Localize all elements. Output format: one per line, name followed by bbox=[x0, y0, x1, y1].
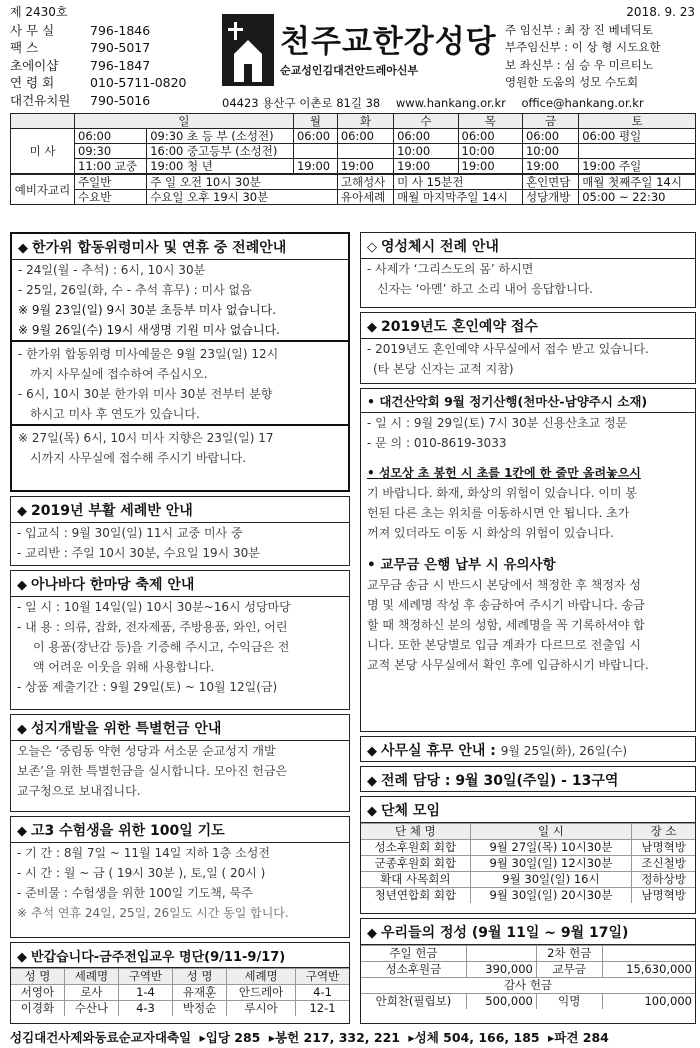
contact-row: 연 령 회 010-5711-0820 bbox=[10, 75, 187, 90]
feast-name: 성김대건사제와동료순교자대축일 bbox=[10, 1030, 192, 1045]
hymn-communion: ▸성체 504, 166, 185 bbox=[408, 1030, 540, 1045]
hymn-recessional: ▸파견 284 bbox=[547, 1030, 609, 1045]
diamond-icon: ◆ bbox=[367, 744, 377, 759]
day-sunday: 일 bbox=[75, 114, 294, 129]
brand bbox=[222, 14, 497, 92]
notice-communion: ◇ 영성체시 전례 안내 - 사제가 ‘그리스도의 몸’ 하시면 신자는 ‘아멘’ 하고 소리 내어 응답합니다. bbox=[360, 232, 696, 308]
day-saturday: 토 bbox=[579, 114, 696, 129]
diamond-icon: ◆ bbox=[18, 241, 28, 256]
diamond-icon: ◆ bbox=[17, 824, 27, 839]
notice-liturgy: ◆ 전례 담당 : 9월 30일(주일) - 13구역 bbox=[360, 766, 696, 792]
mass-schedule-table bbox=[10, 113, 696, 205]
day-tuesday: 화 bbox=[337, 114, 393, 129]
bullet-icon: • bbox=[367, 394, 380, 409]
church-name: 천주교한강성당 bbox=[280, 24, 497, 60]
diamond-icon: ◆ bbox=[17, 578, 27, 593]
notice-exam-prayer: ◆ 고3 수험생을 위한 100일 기도 - 기 간 : 8월 7일 ~ 11월 14일 지하 1층 소성전 - 시 간 : 월 ~ 금 ( 19시 30분 ), 토,일 ( 20시 ) - 준비물 : 수험생을 위한 100일 기도책, 묵주 ※ 추석 연휴 24일, 25일, 26일도 시간 동일 합니다. bbox=[10, 816, 350, 938]
notice-welcome: ◆ 반갑습니다-금주전입교우 명단(9/11-9/17) 성 명 세례명 구역반 성 명 세례명 구역반 서영아 로사 1-4 유재훈 안드레아 4-1 이경화 수산나 4-3 박정순 루시아 12-1 bbox=[10, 942, 350, 1024]
table-row: 안희찬(필립보) 500,000 익명 100,000 bbox=[361, 994, 695, 1010]
staff-row: 영원한 도움의 성모 수도회 bbox=[505, 75, 639, 89]
table-row: 수요반 수요일 오후 19시 30분 유아세례 매월 마지막주일 14시 성당개방 05:00 ~ 22:30 bbox=[11, 190, 696, 205]
hymn-offertory: ▸봉헌 217, 332, 221 bbox=[268, 1030, 400, 1045]
notice-baptism: ◆ 2019년 부활 세례반 안내 - 입교식 : 9월 30일(일) 11시 교중 미사 중 - 교리반 : 주일 10시 30분, 수요일 19시 30분 bbox=[10, 496, 350, 566]
diamond-icon: ◆ bbox=[367, 926, 377, 941]
contact-row: 팩 스 790-5017 bbox=[10, 40, 151, 55]
church-patron: 순교성인김대건안드레아신부 bbox=[280, 64, 419, 77]
table-row: 청년연합회 회합 9월 30일(일) 20시30분 남명혁방 bbox=[361, 888, 695, 904]
table-header-row: 성 명 세례명 구역반 성 명 세례명 구역반 bbox=[11, 969, 349, 985]
table-row: 성소후원금 390,000 교무금 15,630,000 bbox=[361, 962, 695, 978]
offering-table bbox=[361, 945, 695, 1009]
header-staff bbox=[505, 4, 695, 92]
table-row: 군종후원회 회합 9월 30일(일) 12시30분 조신철방 bbox=[361, 856, 695, 872]
diamond-icon: ◆ bbox=[17, 722, 27, 737]
diamond-icon: ◆ bbox=[17, 504, 27, 519]
groups-table bbox=[361, 823, 695, 903]
day-monday: 월 bbox=[293, 114, 337, 129]
table-row: 미 사 06:00 09:30 초 등 부 (소성전) 06:00 06:00 06:00 06:00 06:00 06:00 평일 bbox=[11, 129, 696, 144]
table-row: 11:00 교중 19:00 청 년 19:00 19:00 19:00 19:00 19:00 19:00 주일 bbox=[11, 159, 696, 175]
address: 04423 용산구 이촌로 81길 38 bbox=[222, 96, 381, 110]
mass-label: 미 사 bbox=[11, 129, 75, 175]
website-link[interactable]: www.hankang.or.kr bbox=[395, 96, 506, 110]
welcome-table bbox=[11, 968, 349, 1016]
staff-row: 보 좌신부 : 심 승 우 미르티노 bbox=[505, 57, 654, 72]
bulletin-date: 2018. 9. 23 bbox=[626, 5, 695, 19]
notice-hiking-candle-bank: • 대건산악회 9월 정기산행(천마산-남양주시 소재) - 일 시 : 9월 29일(토) 7시 30분 신용산초교 정문 - 문 의 : 010-8619-3033 • 성모상 초 봉헌 시 초를 1칸에 한 줄만 올려놓으시 기 바랍니다. 화재, 화상의 위험이 있습니다. 이미 봉 헌된 다른 초는 위치를 이동하시면 안 됩니다. 초가 꺼져 있더라도 이동 시 화상의 위험이 있습니다. • 교무금 은행 납부 시 유의사항 교무금 송금 시 반드시 본당에서 책정한 후 책정자 성 명 및 세례명 작성 후 송금하여 주시기 바랍니다. 송금 할 때 책정하신 분의 성함, 세례명을 꼭 기록하셔야 합 니다. 또한 본당별로 입금 계좌가 다르므로 전출입 시 교적 본당 사무실에서 확인 후에 입금하시기 바랍니다. bbox=[360, 388, 696, 732]
contact-row: 초에이샵 796-1847 bbox=[10, 57, 151, 73]
diamond-outline-icon: ◇ bbox=[367, 240, 377, 255]
contact-row: 사 무 실 796-1846 bbox=[10, 22, 151, 38]
table-header-row: 단 체 명 일 시 장 소 bbox=[361, 824, 695, 840]
notice-chuseok: ◆ 한가위 합동위령미사 및 연휴 중 전례안내 - 24일(월 - 추석) : 6시, 10시 30분 - 25일, 26일(화, 수 - 추석 휴무) : 미사 없음 ※ 9월 23일(일) 9시 30분 초등부 미사 없습니다. ※ 9월 26일(수) 19시 새생명 기원 미사 없습니다. - 한가위 합동위령 미사예물은 9월 23일(일) 12시 까지 사무실에 접수하여 주십시오. - 6시, 10시 30분 한가위 미사 30분 전부터 분향 하시고 미사 후 연도가 있습니다. ※ 27일(목) 6시, 10시 미사 지향은 23일(일) 17 시까지 사무실에 접수해 주시기 바랍니다. bbox=[10, 232, 350, 492]
issue-number: 제 2430호 bbox=[10, 5, 68, 19]
contact-row: 대건유치원 790-5016 bbox=[10, 92, 151, 108]
header-contacts bbox=[10, 4, 220, 109]
staff-row: 부주임신부 : 이 상 형 시도요한 bbox=[505, 40, 661, 54]
diamond-icon: ◆ bbox=[367, 774, 377, 789]
notice-title: 한가위 합동위령미사 및 연휴 중 전례안내 bbox=[32, 240, 287, 256]
table-row: 이경화 수산나 4-3 박정순 루시아 12-1 bbox=[11, 1001, 349, 1017]
day-friday: 금 bbox=[522, 114, 578, 129]
diamond-icon: ◆ bbox=[17, 950, 27, 965]
church-logo-icon bbox=[222, 14, 274, 86]
notice-groups: ◆ 단체 모임 단 체 명 일 시 장 소 성소후원회 회합 9월 27일(목) 10시30분 남명혁방 군종후원회 회합 9월 30일(일) 12시30분 조신철방 확대 사목회의 9월 30일(일) 16시 정하상방 청년연합회 회합 9월 30일(일) 20시30분 남명혁방 bbox=[360, 796, 696, 914]
bullet-icon: • bbox=[367, 557, 381, 573]
table-row: 성소후원회 회합 9월 27일(목) 10시30분 남명혁방 bbox=[361, 840, 695, 856]
table-row: 주일 헌금 2차 헌금 bbox=[361, 946, 695, 962]
notice-offering: ◆ 우리들의 정성 (9월 11일 ~ 9월 17일) 주일 헌금 2차 헌금 성소후원금 390,000 교무금 15,630,000 감사 헌금 안희찬(필립보) 500,000 익명 100,000 bbox=[360, 918, 696, 1024]
table-row: 확대 사목회의 9월 30일(일) 16시 정하상방 bbox=[361, 872, 695, 888]
hymn-entrance: ▸입당 285 bbox=[199, 1030, 261, 1045]
notice-holy-land: ◆ 성지개발을 위한 특별헌금 안내 오늘은 ‘중림동 약현 성당과 서소문 순교성지 개발 보존’을 위한 특별헌금을 실시합니다. 모아진 헌금은 교구청으로 보내집니다. bbox=[10, 714, 350, 812]
catechism-label: 예비자교리 bbox=[11, 174, 75, 205]
address-line bbox=[222, 95, 698, 111]
notice-wedding: ◆ 2019년도 혼인예약 접수 - 2019년도 혼인예약 사무실에서 접수 받고 있습니다. (타 본당 신자는 교적 지참) bbox=[360, 312, 696, 384]
table-header-row bbox=[11, 114, 696, 129]
table-row: 감사 헌금 bbox=[361, 978, 695, 994]
footer-hymns bbox=[10, 1028, 696, 1046]
table-row: 서영아 로사 1-4 유재훈 안드레아 4-1 bbox=[11, 985, 349, 1001]
table-row: 09:30 16:00 중고등부 (소성전) 10:00 10:00 10:00 bbox=[11, 144, 696, 159]
notice-office-closed: ◆ 사무실 휴무 안내 : 9월 25일(화), 26일(수) bbox=[360, 736, 696, 762]
diamond-icon: ◆ bbox=[367, 804, 377, 819]
staff-row: 주 임신부 : 최 장 진 베네딕토 bbox=[505, 22, 654, 37]
notice-anabada: ◆ 아나바다 한마당 축제 안내 - 일 시 : 10월 14일(일) 10시 30분~16시 성당마당 - 내 용 : 의류, 잡화, 전자제품, 주방용품, 와인, 어린 이 용품(장난감 등)을 기증해 주시고, 수익금은 전 액 어려운 이웃을 위해 사용합니다. - 상품 제출기간 : 9월 29일(토) ~ 10월 12일(금) bbox=[10, 570, 350, 710]
day-thursday: 목 bbox=[458, 114, 522, 129]
table-row: 예비자교리 주일반 주 일 오전 10시 30분 고해성사 미 사 15분전 혼인면담 매월 첫째주일 14시 bbox=[11, 174, 696, 190]
diamond-icon: ◆ bbox=[367, 320, 377, 335]
email-link[interactable]: office@hankang.or.kr bbox=[521, 96, 644, 110]
bullet-icon: • bbox=[367, 466, 379, 480]
day-wednesday: 수 bbox=[394, 114, 458, 129]
